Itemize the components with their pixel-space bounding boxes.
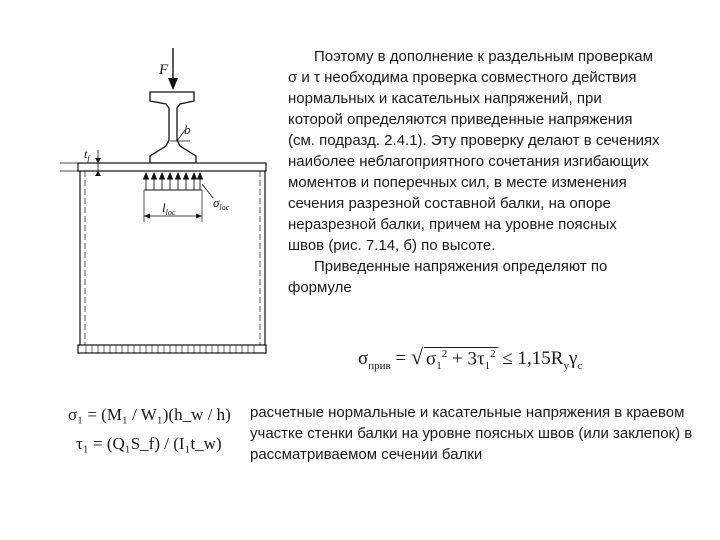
formula-lhs: σ xyxy=(358,348,369,369)
sqrt-icon: √ xyxy=(410,344,424,369)
top-flange xyxy=(78,163,266,171)
para-line: неразрезной балки, причем на уровне поясных xyxy=(288,216,617,233)
para-line: наиболее неблагоприятного сочетания изгибающих xyxy=(288,153,649,170)
formula-eq: = xyxy=(395,348,407,369)
para-line: швов (рис. 7.14, б) по высоте. xyxy=(288,237,496,254)
formula-radicand: $\sigma_1^2 + 3\tau_1^2$ xyxy=(426,347,496,372)
lloc-arrow-left xyxy=(144,214,150,219)
definitions-description: расчетные нормальные и касательные напряжения в краевом участке стенки балки на уровне поясных швов (или заклепок) в рассматриваемом сечении балки xyxy=(250,404,693,463)
para-line: сечения разрезной составной балки, на опоре xyxy=(288,195,611,212)
sigma1-definition: σ₁ = (M₁ / W₁)(h_w / h) xyxy=(68,405,231,424)
sigma-loc-leader xyxy=(202,184,213,198)
para-line: нормальных и касательных напряжений, при xyxy=(288,90,602,107)
tf-arrow-bottom xyxy=(95,171,101,176)
para-line: формуле xyxy=(288,279,352,296)
force-label: F xyxy=(159,62,169,78)
para-line: Приведенные напряжения определяют по xyxy=(314,258,608,275)
para-line: которой определяются приведенные напряжения xyxy=(288,111,633,128)
lloc-arrow-right xyxy=(196,214,202,219)
lloc-label: $l_{loc}$ xyxy=(162,200,176,217)
stress-definitions xyxy=(68,400,231,458)
para-line: σ и τ необходима проверка совместного действия xyxy=(288,69,637,86)
b-label: b xyxy=(184,122,191,137)
explanation-paragraph xyxy=(288,46,708,298)
sigma-loc-label: $\sigma_{loc}$ xyxy=(213,195,230,212)
beam-diagram xyxy=(0,0,290,400)
formula-lhs-sub: прив xyxy=(368,359,391,372)
para-line: Поэтому в дополнение к раздельным проверкам xyxy=(314,48,653,65)
sigma-loc-arrows xyxy=(144,173,203,190)
formula-rhs: ≤ 1,15R xyxy=(502,348,564,369)
tf-arrow-top xyxy=(95,158,101,163)
para-line: (см. подразд. 2.4.1). Эту проверку делают в сечениях xyxy=(288,132,660,149)
reduced-stress-formula: $\sigma_{прив}$ = √ $\sigma_1^2 + 3\tau_1^2 \le 1,15R_y\gamma_c$ xyxy=(358,344,583,372)
bottom-flange xyxy=(78,345,266,353)
tau1-definition: τ₁ = (Q₁S_f) / (I₁t_w) xyxy=(76,434,222,453)
tf-label: $t_f$ xyxy=(84,147,90,163)
para-line: моментов и поперечных сил, в месте изменения xyxy=(288,174,627,191)
force-arrow-head xyxy=(168,78,178,90)
